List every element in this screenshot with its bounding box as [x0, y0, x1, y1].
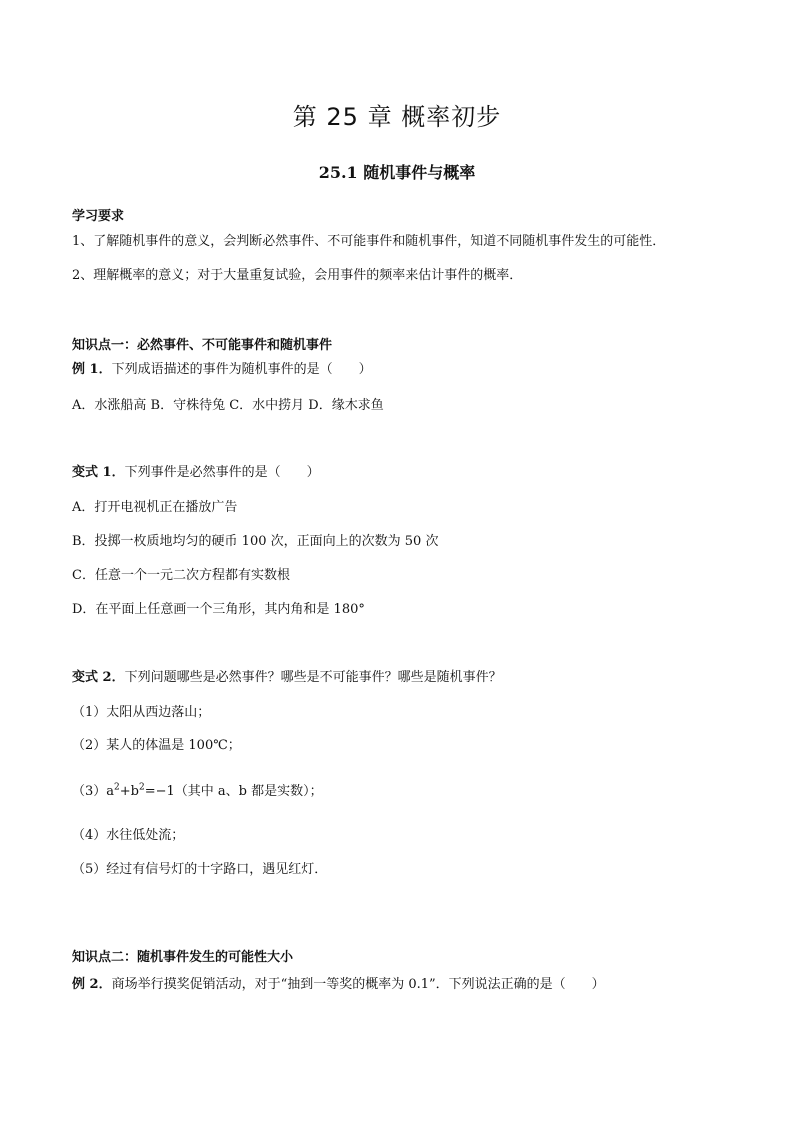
question-text: 下列成语描述的事件为随机事件的是（ ）	[111, 362, 372, 377]
chapter-title: 第 25 章 概率初步	[292, 103, 502, 131]
question-text: 下列事件是必然事件的是（ ）	[124, 465, 320, 480]
sub-item-3-suffix: =−1（其中 a、b 都是实数）；	[144, 784, 323, 799]
option-b: B．投掷一枚质地均匀的硬币 100 次，正面向上的次数为 50 次	[72, 534, 439, 549]
option-d: D．在平面上任意画一个三角形，其内角和是 180°	[72, 602, 365, 617]
example-label: 例 2．	[72, 977, 112, 992]
question-text: 商场举行摸奖促销活动，对于“抽到一等奖的概率为 0.1”．下列说法正确的是（ ）	[111, 977, 605, 992]
sub-item-3	[72, 783, 323, 801]
variant-label: 变式 1．	[72, 465, 125, 480]
sub-item-3-prefix: （3）a	[72, 784, 115, 799]
example-2-question	[72, 976, 605, 994]
requirement-item: 1、了解随机事件的意义，会判断必然事件、不可能事件和随机事件，知道不同随机事件发生的可能性．	[72, 234, 666, 249]
requirement-item: 2、理解概率的意义；对于大量重复试验，会用事件的频率来估计事件的概率．	[72, 268, 523, 283]
question-text: 下列问题哪些是必然事件？哪些是不可能事件？哪些是随机事件？	[124, 670, 502, 685]
example-1-options: A．水涨船高 B．守株待兔 C．水中捞月 D．缘木求鱼	[72, 398, 384, 413]
sub-item-5: （5）经过有信号灯的十字路口，遇见红灯．	[72, 862, 328, 877]
sub-item-2: （2）某人的体温是 100℃；	[72, 738, 241, 753]
sub-item-4: （4）水往低处流；	[72, 828, 185, 843]
exponent: 2	[114, 782, 120, 793]
example-1-question	[72, 361, 372, 379]
example-label: 例 1．	[72, 362, 112, 377]
sub-item-1: （1）太阳从西边落山；	[72, 705, 211, 720]
requirements-heading: 学习要求	[72, 209, 125, 224]
knowledge-point-1-heading: 知识点一：必然事件、不可能事件和随机事件	[72, 338, 333, 353]
variant-2-question	[72, 669, 502, 687]
variant-1-question	[72, 464, 320, 482]
sub-item-3-mid: +b	[119, 784, 139, 799]
option-c: C．任意一个一元二次方程都有实数根	[72, 568, 290, 583]
option-a: A．打开电视机正在播放广告	[72, 500, 238, 515]
exponent: 2	[138, 782, 145, 793]
variant-label: 变式 2．	[72, 670, 125, 685]
section-title: 25.1 随机事件与概率	[318, 163, 476, 182]
knowledge-point-2-heading: 知识点二：随机事件发生的可能性大小	[72, 950, 294, 965]
